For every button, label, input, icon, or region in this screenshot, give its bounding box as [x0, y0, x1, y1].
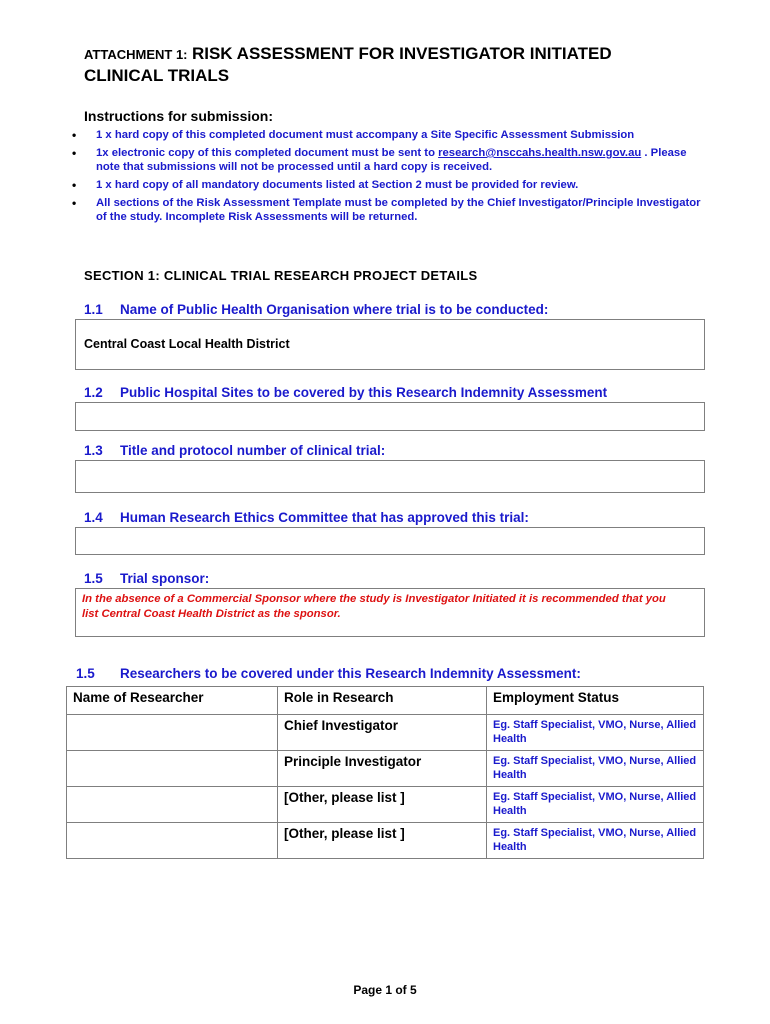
researcher-role-cell[interactable]: Chief Investigator [278, 715, 487, 751]
researchers-table [66, 686, 704, 859]
instruction-item: • 1 x hard copy of this completed document must accompany a Site Specific Assessment Submission [68, 128, 708, 142]
question-1-1-label: 1.1 Name of Public Health Organisation where trial is to be conducted: [84, 302, 549, 317]
question-1-2-label: 1.2 Public Hospital Sites to be covered by this Research Indemnity Assessment [84, 385, 608, 400]
section-1-heading: SECTION 1: CLINICAL TRIAL RESEARCH PROJECT DETAILS [84, 268, 478, 283]
column-header-status: Employment Status [487, 687, 704, 715]
researcher-role-cell[interactable]: Principle Investigator [278, 751, 487, 787]
question-researchers-label: 1.5 Researchers to be covered under this Research Indemnity Assessment: [76, 666, 581, 681]
researcher-status-cell[interactable]: Eg. Staff Specialist, VMO, Nurse, Allied Health [487, 787, 704, 823]
column-header-role: Role in Research [278, 687, 487, 715]
instruction-item: • All sections of the Risk Assessment Template must be completed by the Chief Investigator/Principle Investigator of the study. Incomplete Risk Assessments will be returned. [68, 196, 708, 224]
table-row [67, 787, 704, 823]
attachment-label: ATTACHMENT 1: [84, 47, 188, 62]
researcher-status-cell[interactable]: Eg. Staff Specialist, VMO, Nurse, Allied Health [487, 715, 704, 751]
researcher-status-cell[interactable]: Eg. Staff Specialist, VMO, Nurse, Allied Health [487, 823, 704, 859]
page-number: Page 1 of 5 [353, 983, 417, 997]
document-title [84, 44, 724, 64]
field-hospital-sites[interactable] [75, 402, 705, 431]
field-ethics-committee[interactable] [75, 527, 705, 555]
title-line-2: CLINICAL TRIALS [84, 66, 230, 85]
question-1-4-label: 1.4 Human Research Ethics Committee that has approved this trial: [84, 510, 529, 525]
table-header-row [67, 687, 704, 715]
column-header-name: Name of Researcher [67, 687, 278, 715]
email-link[interactable]: research@nsccahs.health.nsw.gov.au [438, 147, 642, 159]
table-row [67, 715, 704, 751]
sponsor-note: In the absence of a Commercial Sponsor where the study is Investigator Initiated it is recommended that you list Central Coast Health District as the sponsor. [82, 593, 666, 620]
instructions-list [68, 128, 708, 228]
researcher-role-cell[interactable]: [Other, please list ] [278, 823, 487, 859]
field-health-organisation[interactable] [75, 319, 705, 370]
field-trial-sponsor[interactable] [75, 588, 705, 637]
table-row [67, 751, 704, 787]
instruction-item: • 1 x hard copy of all mandatory documents listed at Section 2 must be provided for review. [68, 178, 708, 192]
researcher-status-cell[interactable]: Eg. Staff Specialist, VMO, Nurse, Allied Health [487, 751, 704, 787]
question-1-5-label: 1.5 Trial sponsor: [84, 571, 210, 586]
field-trial-title[interactable] [75, 460, 705, 493]
researcher-name-cell[interactable] [67, 751, 278, 787]
field-health-organisation-value: Central Coast Local Health District [84, 337, 290, 351]
question-1-3-label: 1.3 Title and protocol number of clinical trial: [84, 443, 386, 458]
researcher-name-cell[interactable] [67, 715, 278, 751]
table-row [67, 823, 704, 859]
researcher-role-cell[interactable]: [Other, please list ] [278, 787, 487, 823]
instruction-item: • 1x electronic copy of this completed document must be sent to research@nsccahs.health.nsw.gov.au . Please note that submissions will not be processed until a hard copy is received. [68, 146, 708, 174]
title-line-1: RISK ASSESSMENT FOR INVESTIGATOR INITIATED [191, 44, 612, 63]
researcher-name-cell[interactable] [67, 787, 278, 823]
instructions-heading: Instructions for submission: [84, 108, 274, 124]
researcher-name-cell[interactable] [67, 823, 278, 859]
